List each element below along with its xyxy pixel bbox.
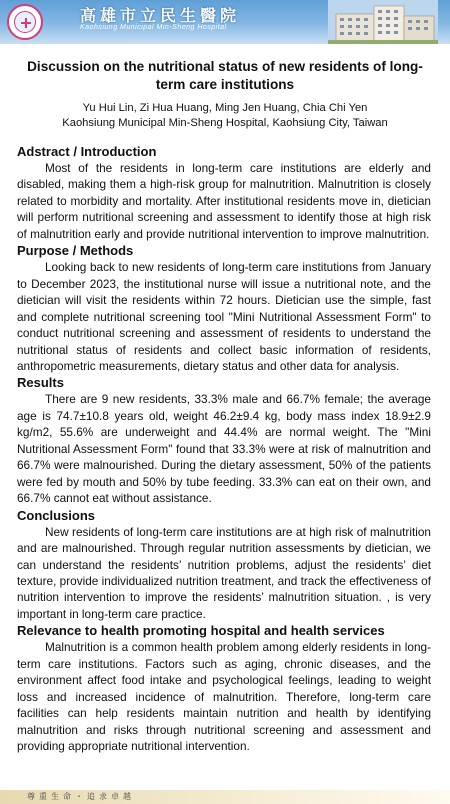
footer-band bbox=[0, 790, 450, 804]
section-heading-relevance: Relevance to health promoting hospital and health services bbox=[17, 623, 385, 639]
section-heading-conclusions: Conclusions bbox=[17, 507, 96, 523]
paper-title: Discussion on the nutritional status of new residents of long-term care institutions bbox=[27, 59, 423, 92]
section-heading-methods: Purpose / Methods bbox=[17, 243, 134, 259]
hospital-name-en: Kaohsiung Municipal Min-Sheng Hospital bbox=[80, 24, 227, 31]
author-block bbox=[20, 101, 430, 131]
hospital-logo bbox=[7, 4, 43, 40]
section-text-relevance: Malnutrition is a common health problem among elderly residents in long-term care institutions. Factors such as aging, chronic diseases, and the environment affect food intake and psychological feelings, leading to weight loss and increased incidence of malnutrition. Therefore, long-term care facilities can help residents maintain nutrition and health by identifying malnutrition and risks through nutritional screening and assessment and providing appropriate nutritional intervention. bbox=[17, 640, 431, 754]
section-text-results: There are 9 new residents, 33.3% male and 66.7% female; the average age is 74.7±10.8 years old, weight 46.2±9.4 kg, body mass index 18.9±2.9 kg/m2, 55.6% are underweight and 44.4% are normal weight. The "Mini Nutritional Assessment Form" found that 33.3% were at risk of malnutrition and 66.7% were malnourished. During the dietary assessment, 50% of the patients were fed by mouth and 50% by tube feeding. 33.3% can eat on their own, and 66.7% cannot eat without assistance. bbox=[17, 392, 431, 506]
section-text-methods: Looking back to new residents of long-term care institutions from January to December 2023, the institutional nurse will issue a nutritional note, and the dietician will visit the residents within 72 hours. Dietician use the simple, fast and complete nutritional screening tool "Mini Nutritional Assessment Form" to conduct nutritional screening and assessment of residents to understand the nutritional status of residents and collect basic information of residents, anthropometric measurements, dietary status and other data for analysis. bbox=[17, 260, 431, 373]
logo-emblem-icon bbox=[14, 11, 36, 33]
hospital-name: 高雄市立民生醫院 bbox=[80, 6, 241, 25]
section-text-conclusions: New residents of long-term care institutions are at high risk of malnutrition and are malnourished. Through regular nutrition assessments by dietician, we can understand the residents’ nutrition problems, adjust the residents’ diet texture, provide individualized nutrition treatment, and track the effectiveness of nutrition intervention to improve the residents’ malnutrition situation. , is very important in long-term care practice. bbox=[17, 524, 431, 621]
hospital-building-image bbox=[328, 0, 438, 44]
footer-motto: 尊重生命・追求卓越 bbox=[27, 792, 135, 801]
header-banner bbox=[0, 0, 450, 44]
section-text-introduction: Most of the residents in long-term care institutions are elderly and disabled, making them a high-risk group for malnutrition. Malnutrition is closely related to morbidity and mortality. After institutional residents move in, dietician will perform nutritional screening and assessment to identify those at high risk of malnutrition early and provide nutritional intervention to improve malnutrition. bbox=[17, 161, 431, 241]
section-heading-results: Results bbox=[17, 375, 64, 391]
affiliation: Kaohsiung Municipal Min-Sheng Hospital, Kaohsiung City, Taiwan bbox=[62, 117, 388, 129]
paper-body bbox=[17, 143, 431, 755]
section-heading-introduction: Adstract / Introduction bbox=[17, 144, 157, 159]
authors: Yu Hui Lin, Zi Hua Huang, Ming Jen Huang, Chia Chi Yen bbox=[82, 102, 368, 114]
